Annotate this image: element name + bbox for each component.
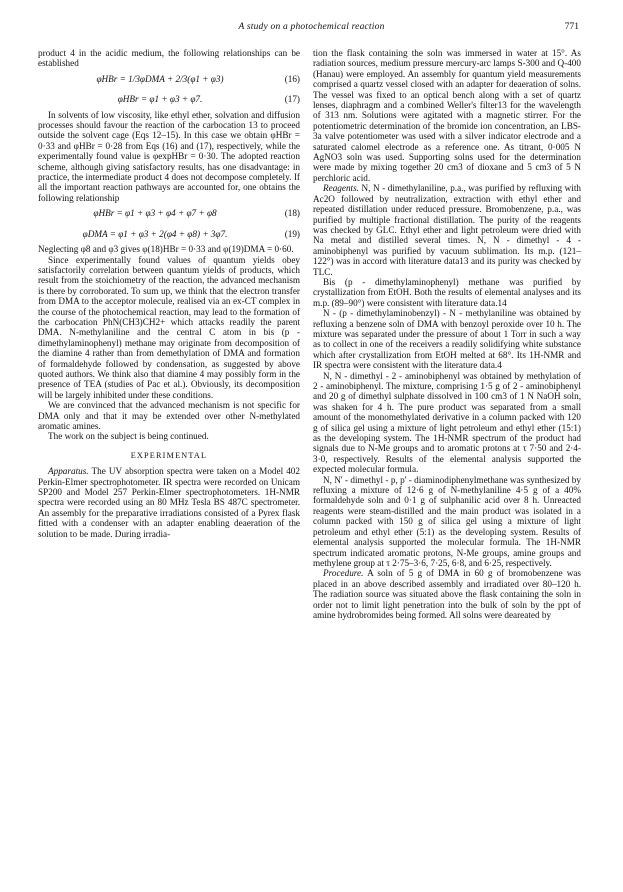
right-column — [313, 48, 581, 620]
paragraph: Neglecting φ8 and φ3 gives φ(18)HBr = 0·33 and φ(19)DMA = 0·60. — [38, 244, 294, 255]
equation-18 — [38, 203, 300, 223]
paragraph: N, N - dimethyl - 2 - aminobiphenyl was obtained by methylation of 2 - aminobiphenyl. The mixture, comprising 1·5 g of 2 - aminobiphenyl and 20 g of dimethyl sulphate dissolved in 100 cm3 of 1 N NaOH soln, was shaken for 4 h. The pure product was separated from a small amount of the monomethylated derivative in a column packed with 120 g of silica gel using a mixture of light petroleum and ethyl ether (15:1) as the developing system. The 1H-NMR spectrum of the product had signals due to N-Me groups and to aromatic protons at τ 7·50 and 2·4-3·0, respectively. Results of the elemental analysis supported the expected molecular formula. — [313, 370, 581, 475]
page-number: 771 — [564, 22, 579, 32]
paragraph — [38, 466, 300, 539]
equation-19 — [38, 224, 300, 244]
paragraph-label: Apparatus. — [48, 466, 89, 477]
equation-expression: φHBr = 1/3φDMA + 2/3(φ1 + φ3) — [96, 73, 224, 84]
paragraph: Since experimentally found values of quantum yields obey satisfactorily correlation between quantum yields of products, which result from the stoichiometry of the reaction, the advanced mechanism is there by corroborated. To sum up, we think that the electron transfer from DMA to the acceptor molecule, realised via an ex-CT complex in the course of the photochemical reaction, may lead to the formation of the carbocation PhN(CH3)CH2+ which attacks readily the parent DMA. N-methylaniline and the central C atom in bis (p - dimethylaminophenyl) methane may originate from decomposition of the diamine 4 rather than from demethylation of DMA and formation of formaldehyde followed by condensation, as suggested by above quoted authors. We think also that diamine 4 may possibly form in the presence of TEA (studies of Pac et al.). Obviously, its decomposition will be largely inhibited under these conditions. — [38, 254, 300, 400]
paragraph — [313, 568, 581, 620]
paragraph — [313, 183, 581, 277]
paragraph-text: A soln of 5 g of DMA in 60 g of bromobenzene was placed in an above described assembly and irradiated over 80–120 h. The radiation source was situated above the flask containing the soln in order not to limit light penetration into the bulk of soln by the ppt of amine hydrobromides being formed. All solns were deareated by — [313, 568, 581, 620]
equation-expression: φHBr = φ1 + φ3 + φ7. — [117, 94, 203, 105]
paragraph: In solvents of low viscosity, like ethyl ether, solvation and diffusion processes should favour the reaction of the carbocation 13 to proceed outside the solvent cage (Eqs 12–15). In this case we obtain φHBr = 0·33 and φHBr = 0·28 from Eqs (16) and (17), respectively, while the experimentally found value is φexpHBr = 0·30. The adopted reaction scheme, although giving satisfactory results, has one disadvantage: in practice, the intermediate product 4 does not decompose completely. If all the important reaction pathways are accounted for, one obtains the following relationship — [38, 109, 300, 203]
equation-number: (16) — [284, 73, 300, 84]
paragraph-label: Reagents. — [323, 183, 359, 194]
paragraph: The work on the subject is being continued. — [48, 431, 209, 442]
paragraph: We are convinced that the advanced mechanism is not specific for DMA only and that it may be extended over other N-methylated aromatic amines. — [38, 400, 300, 431]
paragraph: N - (p - dimethylaminobenzyl) - N - methylaniline was obtained by refluxing a benzene soln of DMA with benzoyl peroxide over 10 h. The mixture was separated under the pressure of about 1 Torr in such a way as to collect in one of the receivers a readily solidifying white substance which after crystallization from EtOH melted at 68°. Its 1H-NMR and IR spectra were consistent with the literature data.4 — [313, 308, 581, 371]
paragraph-label: Procedure. — [323, 568, 364, 579]
running-header — [0, 22, 623, 36]
equation-expression: φDMA = φ1 + φ3 + 2(φ4 + φ8) + 3φ7. — [82, 228, 228, 239]
equation-number: (19) — [284, 228, 300, 239]
paragraph-text: The UV absorption spectra were taken on a Model 402 Perkin-Elmer spectrophotometer. IR spectra were recorded on Unicam SP200 and Model 257 Perkin-Elmer spectrophotometers. 1H-NMR spectra were recorded using an 80 MHz Tesla BS 487C spectrometer. An assembly for the preparative irradiations consisted of a Pyrex flask fitted with a condenser with an adapter enabling deaeration of the solution to be made. During irradia- — [38, 466, 300, 539]
equation-17 — [38, 89, 300, 109]
equation-number: (17) — [284, 94, 300, 105]
equation-16 — [38, 69, 300, 89]
paragraph: tion the flask containing the soln was immersed in water at 15°. As radiation sources, medium pressure mercury-arc lamps S-300 and Q-400 (Hanau) were employed. An assembly for quantum yield measurements comprised a quartz vessel closed with an adapter for deaeration of solns. The vessel was fixed to an optical bench along with a set of quartz lenses, diaphragm and a combined Weller's filter13 for the wavelength of 313 nm. Solutions were agitated with a magnetic stirrer. For the potentiometric determination of the bromide ion concentration, an LBS-3a valve potentiometer was used with a silver indicator electrode and a saturated calomel electrode as a reference one. As titrant, 0·005 N AgNO3 soln was used. Supporting solns used for the determination were made by mixing together 20 cm3 of dioxane and 5 cm3 of 5 N perchloric acid. — [313, 48, 581, 183]
section-heading: EXPERIMENTAL — [130, 450, 208, 460]
equation-expression: φHBr = φ1 + φ3 + φ4 + φ7 + φ8 — [93, 208, 217, 219]
paragraph: Bis (p - dimethylaminophenyl) methane was purified by crystallization from EtOH. Both the results of elemental analyses and its m.p. (89–90°) were consistent with literature data.14 — [313, 276, 581, 308]
paragraph: N, N' - dimethyl - p, p' - diaminodiphenylmethane was synthesized by refluxing a mixture of 12·6 g of N-methylaniline 4·5 g of a 40% formaldehyde soln and 0·1 g of sulphanilic acid over 8 h. Unreacted reagents were steam-distilled and the main product was isolated in a column packed with 150 g of silica gel using a mixture of light petroleum and ethyl ether (5:1) as the developing system. Results of elemental analysis supported the molecular formula. The 1H-NMR spectrum indicated aromatic protons, N-Me groups, amine groups and methylene group at τ 2·75–3·6, 7·25, 6·8, and 6·25, respectively. — [313, 474, 581, 568]
left-column — [38, 48, 300, 539]
paragraph: product 4 in the acidic medium, the following relationships can be established — [38, 48, 300, 69]
running-title: A study on a photochemical reaction — [238, 22, 385, 32]
equation-number: (18) — [284, 208, 300, 219]
paragraph-text: N, N - dimethylaniline, p.a., was purified by refluxing with Ac2O followed by neutralization, extraction with ethyl ether and repeated distillation under reduced pressure. Bromobenzene, p.a., was purified by multiple fractional distillation. The purity of the reagents was checked by GLC. Ethyl ether and light petroleum were dried with Na metal and distilled several times. N, N - dimethyl - 4 - aminobiphenyl was purified by vacuum sublimation. Its m.p. (121–122°) was in accord with literature data13 and its purity was checked by TLC. — [313, 183, 581, 277]
